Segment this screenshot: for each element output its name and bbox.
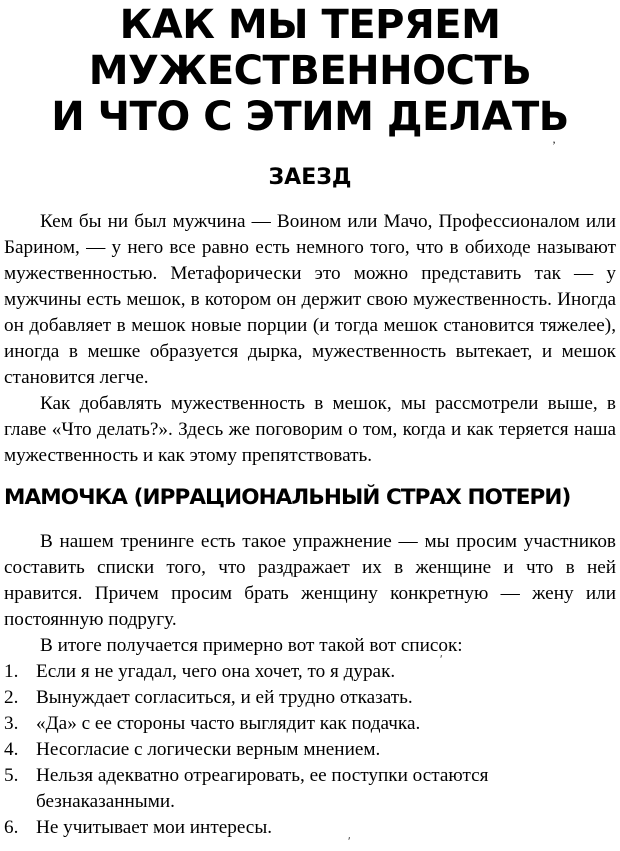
chapter-title [0,2,620,140]
list-item [4,815,616,841]
paragraph: Как добавлять мужественность в мешок, мы рассмотрели выше, в главе «Что делать?». Здесь же поговорим о том, когда и как теряется наша мужественность и как этому препятствовать. [4,393,616,466]
list-item-text: Вынуждает согласиться, и ей трудно отказать. [36,687,413,708]
paragraph: В нашем тренинге есть такое упражнение — мы просим участников составить списки того, что раздражает их в женщине и что в ней нравится. Причем просим брать женщину конкретную — жену или постоянную подругу. [4,531,616,630]
print-speck: ʹ [440,652,443,666]
section-title-zaezd: ЗАЕЗД [268,165,352,190]
list-item-text: Если я не угадал, чего она хочет, то я дурак. [36,661,396,682]
list-item [4,737,616,763]
list-item [4,711,616,737]
list-item [4,685,616,711]
list-item-number: 1. [4,661,19,682]
list-item-text: «Да» с ее стороны часто выглядит как подачка. [36,713,421,734]
list-item-number: 2. [4,687,19,708]
chapter-title-line-1: КАК МЫ ТЕРЯЕМ [119,2,501,48]
list-item-text: Не учитывает мои интересы. [36,817,273,838]
section-body-zaezd [4,209,616,469]
list-item-text: Нельзя адекватно отреагировать, ее поступки остаются безнаказанными. [36,765,489,812]
list-item-text: Несогласие с логически верным мнением. [36,739,381,760]
list-item-number: 3. [4,713,19,734]
list-item [4,763,616,815]
section-title-mamochka: МАМОЧКА (ИРРАЦИОНАЛЬНЫЙ СТРАХ ПОТЕРИ) [4,485,571,510]
chapter-title-line-3: И ЧТО С ЭТИМ ДЕЛАТЬ [51,94,569,140]
print-speck: ’ [552,138,556,152]
paragraph: Кем бы ни был мужчина — Воином или Мачо, Профессионалом или Барином, — у него все равно есть немного того, что в обиходе называют мужественностью. Метафорически это можно представить так — у мужчины есть мешок, в котором он держит свою мужественность. Иногда он добавляет в мешок новые порции (и тогда мешок становится тяжелее), иногда в мешке образуется дырка, мужественность вытекает, и мешок становится легче. [4,211,616,388]
numbered-list [4,659,616,841]
chapter-title-line-2: МУЖЕСТВЕННОСТЬ [88,48,532,94]
section-body-mamochka [4,529,616,841]
list-item-number: 6. [4,817,19,838]
print-speck: ʹ [348,834,351,848]
list-item-number: 5. [4,765,19,786]
list-item-number: 4. [4,739,19,760]
paragraph: В итоге получается примерно вот такой вот список: [40,635,463,656]
list-item [4,659,616,685]
